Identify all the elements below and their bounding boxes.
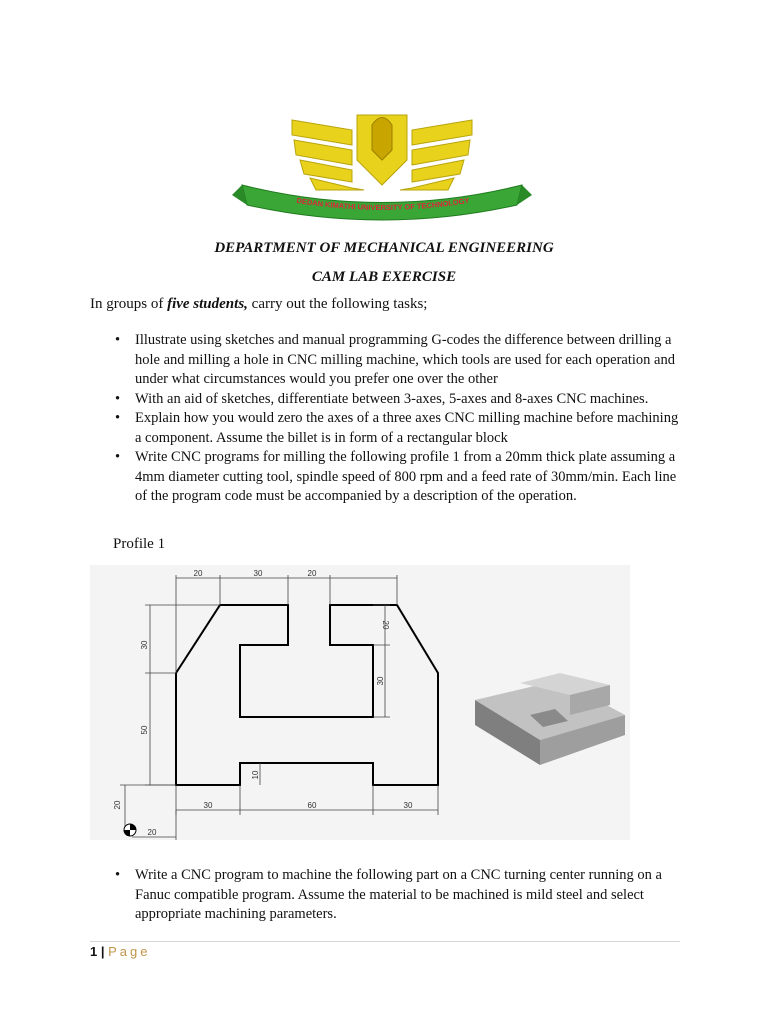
intro-suffix: carry out the following tasks;: [247, 296, 428, 312]
dim-top-left: 20: [193, 569, 203, 578]
university-crest-logo-icon: [232, 90, 532, 225]
list-item: • Illustrate using sketches and manual programming G-codes the difference between drilling a hole and milling a hole in CNC milling machine, which tools are used for each operation and under what circumstances would you prefer one over the other: [135, 331, 680, 390]
profile-label: Profile 1: [113, 536, 166, 552]
dim-bottom-notch: 10: [251, 770, 260, 780]
dim-right-slot-top: 20: [381, 620, 390, 630]
dim-left-upper: 30: [140, 640, 149, 650]
dim-right-slot-mid: 30: [376, 676, 385, 686]
task-list-2: [135, 866, 680, 925]
dim-top-right: 20: [307, 569, 317, 578]
dim-top-mid: 30: [253, 569, 263, 578]
list-item: • Explain how you would zero the axes of a three axes CNC milling machine before machining a component. Assume the billet is in form of a rectangular block: [135, 409, 680, 448]
profile-drawing: [90, 565, 630, 840]
page-number: 1: [90, 944, 98, 959]
department-title: DEPARTMENT OF MECHANICAL ENGINEERING: [214, 240, 554, 256]
list-item: • With an aid of sketches, differentiate between 3-axes, 5-axes and 8-axes CNC machines.: [135, 390, 680, 410]
footer-separator: |: [100, 944, 105, 959]
list-item: • Write CNC programs for milling the following profile 1 from a 20mm thick plate assuming a 4mm diameter cutting tool, spindle speed of 800 rpm and a feed rate of 30mm/min. Each line of the program code must be accompanied by a description of the operation.: [135, 448, 680, 507]
university-logo: [232, 90, 532, 225]
dim-origin-x: 20: [147, 828, 157, 837]
intro-emphasis: five students,: [167, 296, 248, 312]
origin-marker-icon: [124, 824, 136, 836]
page-footer: [90, 944, 151, 959]
dim-left-lower: 50: [140, 725, 149, 735]
page-word: Page: [108, 944, 151, 959]
dim-origin-y: 20: [113, 800, 122, 810]
dim-bottom-left: 30: [203, 801, 213, 810]
profile-drawing-svg: [90, 565, 630, 840]
task-list: [135, 331, 680, 507]
intro-prefix: In groups of: [90, 296, 168, 312]
dim-bottom-right: 30: [403, 801, 413, 810]
dim-bottom-mid: 60: [307, 801, 317, 810]
intro-paragraph: [90, 296, 427, 313]
footer-divider: [90, 941, 680, 942]
list-item: • Write a CNC program to machine the following part on a CNC turning center running on a Fanuc compatible program. Assume the material to be machined is mild steel and select appropriate machining parameters.: [135, 866, 680, 925]
ribbon-text: DEDAN KIMATHI UNIVERSITY OF TECHNOLOGY: [295, 195, 471, 213]
exercise-title: CAM LAB EXERCISE: [311, 269, 457, 285]
